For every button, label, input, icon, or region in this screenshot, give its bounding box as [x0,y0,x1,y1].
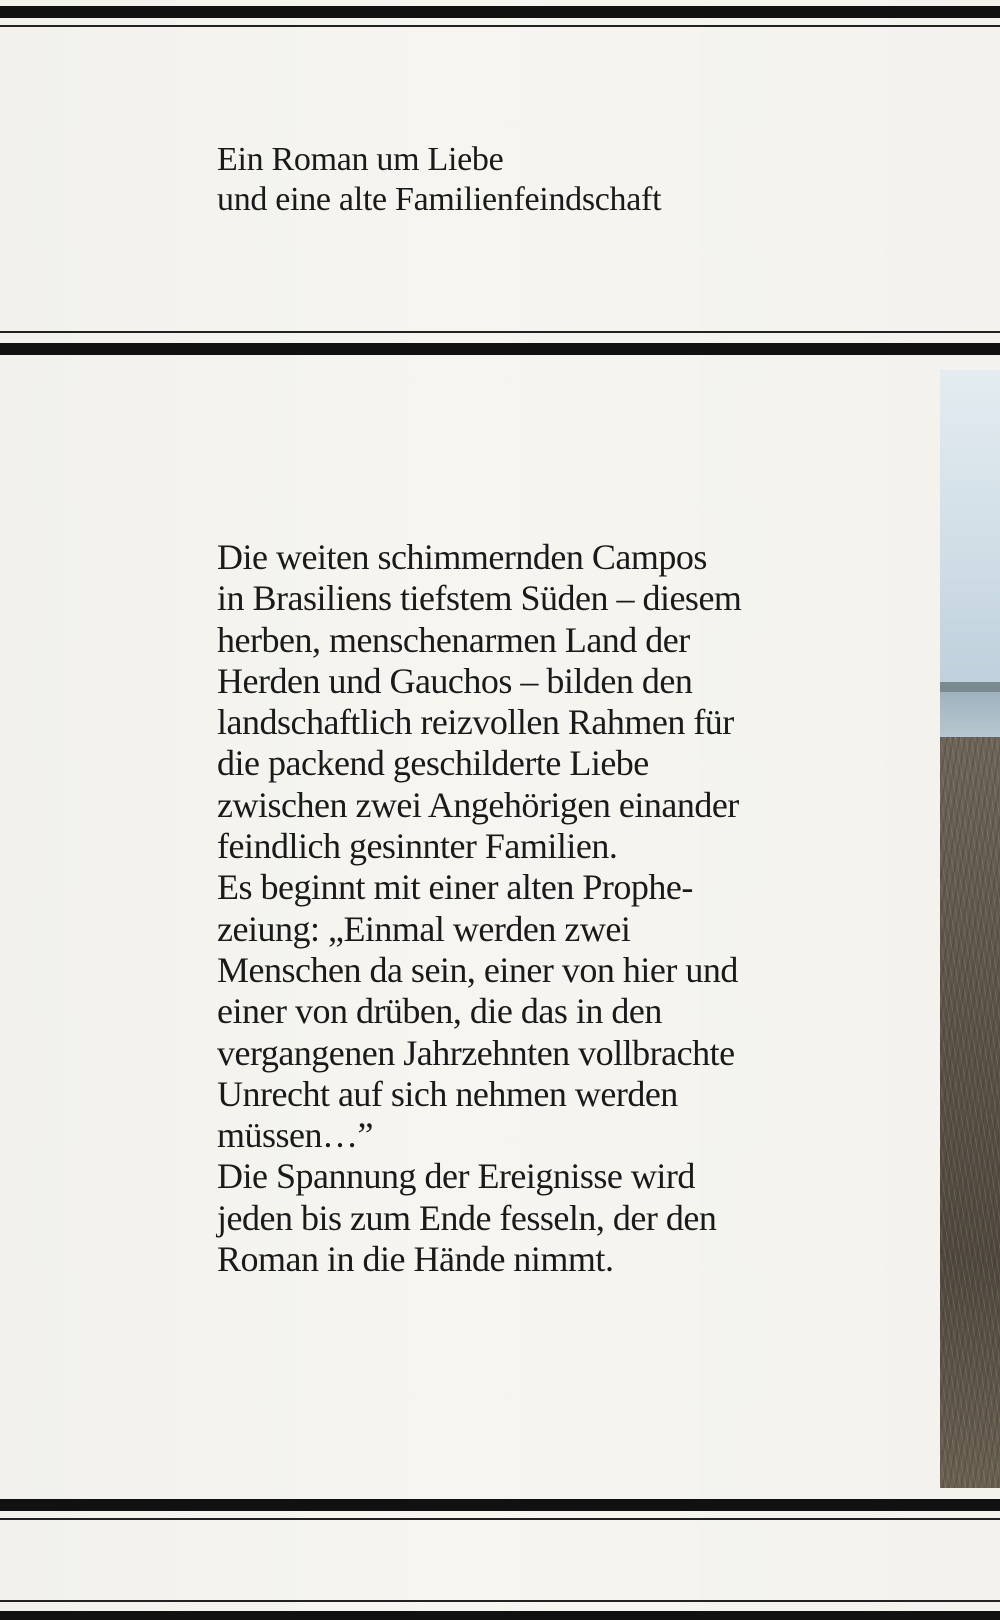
bottom-thick-band [0,1611,1000,1620]
blurb-line: jeden bis zum Ende fesseln, der den [217,1197,717,1238]
blurb-line: zwischen zwei Angehörigen einander [217,784,739,825]
landscape-photo-strip [940,370,1000,1488]
photo-horizon [940,682,1000,692]
blurb-line: herben, menschenarmen Land der [217,619,690,660]
blurb-line: Die Spannung der Ereignisse wird [217,1156,695,1197]
photo-sky [940,370,1000,682]
blurb-line: Herden und Gauchos – bilden den [217,660,693,701]
top-thick-band [0,6,1000,18]
blurb-line: vergangenen Jahrzehnten vollbrachte [217,1032,735,1073]
upper-thin-rule [0,331,1000,333]
blurb-line: Es beginnt mit einer alten Prophe- [217,867,693,908]
blurb-line: Unrecht auf sich nehmen werden [217,1073,678,1114]
tagline-line-2: und eine alte Familienfeindschaft [217,181,662,218]
photo-grass-field [940,737,1000,1488]
tagline-line-1: Ein Roman um Liebe [217,141,504,178]
cover-tagline [217,140,661,220]
blurb-line: müssen…” [217,1115,373,1156]
blurb-line: in Brasiliens tiefstem Süden – diesem [217,578,742,619]
blurb-line: Menschen da sein, einer von hier und [217,949,738,990]
lower-thick-band [0,1499,1000,1511]
photo-water [940,692,1000,737]
blurb-line: Roman in die Hände nimmt. [217,1239,614,1280]
blurb-line: landschaftlich reizvollen Rahmen für [217,702,734,743]
blurb-line: Die weiten schimmernden Campos [217,537,707,577]
bottom-thin-rule [0,1600,1000,1602]
cover-blurb [217,537,857,1280]
blurb-line: feindlich gesinnter Familien. [217,826,618,867]
blurb-line: einer von drüben, die das in den [217,991,662,1032]
blurb-line: die packend geschilderte Liebe [217,743,649,784]
blurb-line: zeiung: „Einmal werden zwei [217,908,631,949]
top-thin-rule [0,25,1000,27]
lower-thin-rule [0,1518,1000,1520]
upper-thick-band [0,343,1000,355]
